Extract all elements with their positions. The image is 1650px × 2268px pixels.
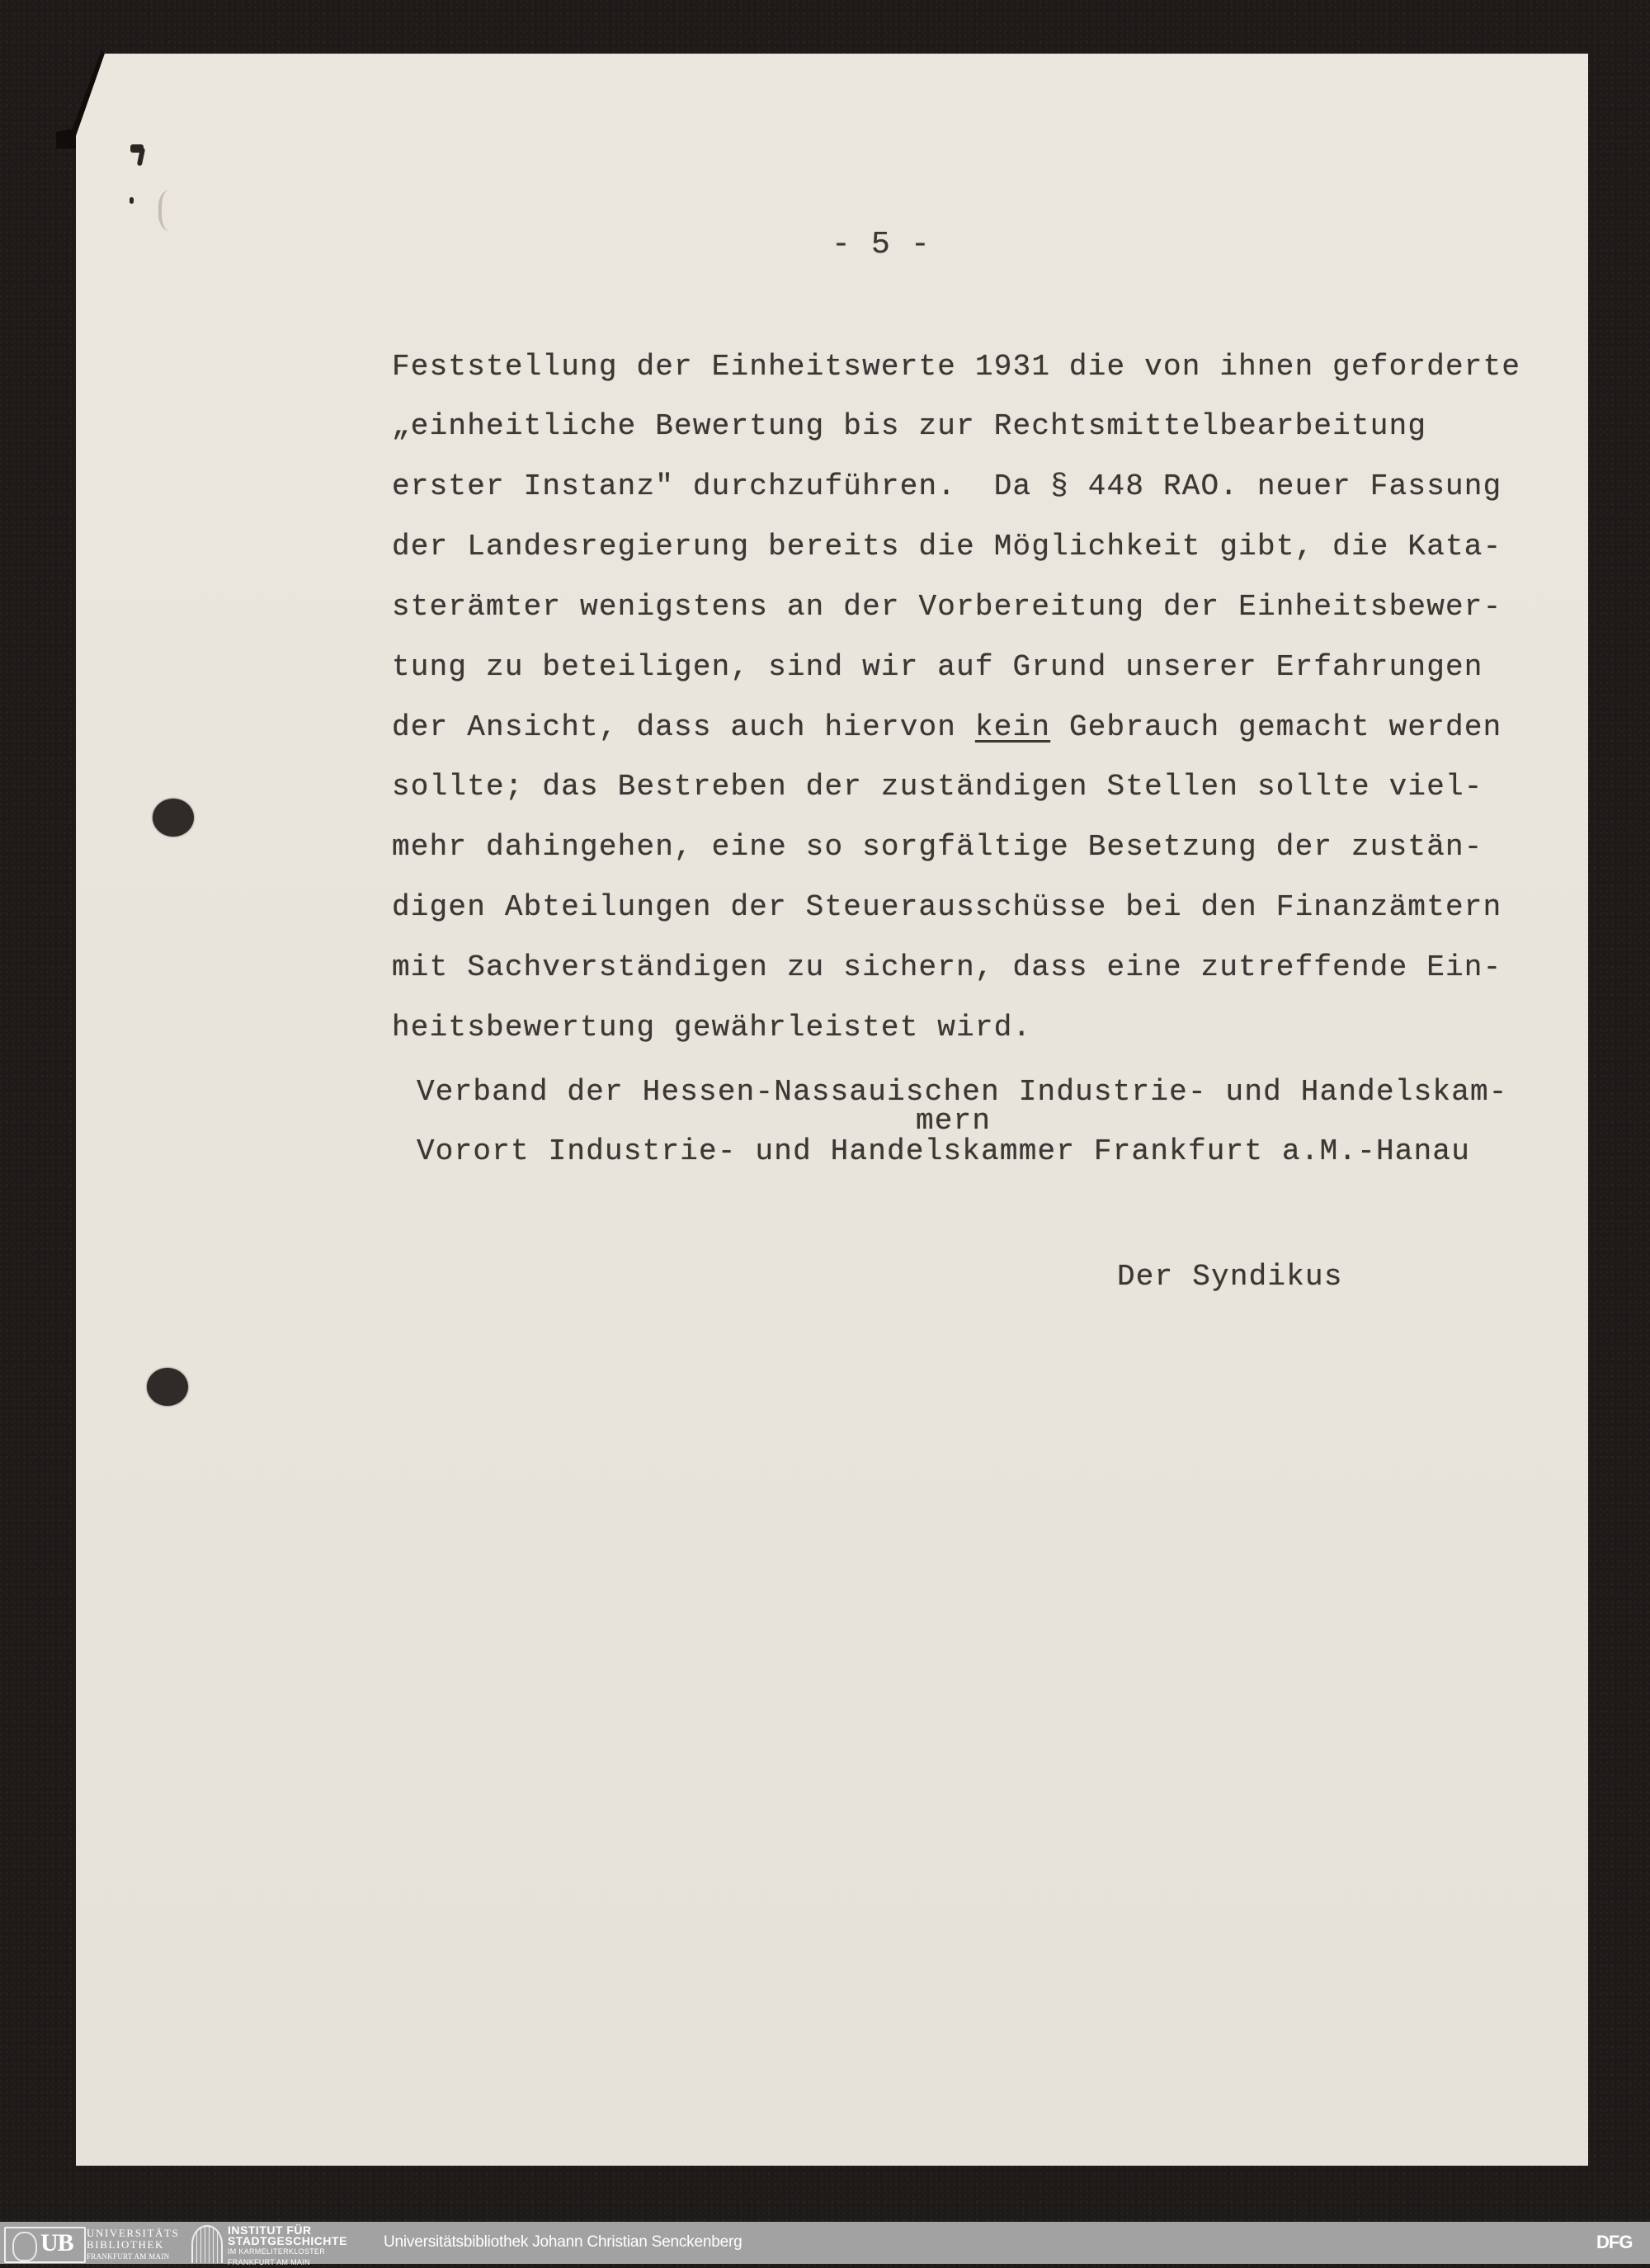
dfg-logo[interactable]: DFG [1596, 2232, 1633, 2252]
body-line: der Landesregierung bereits die Möglichkeit gibt, die Kata- [392, 530, 1502, 563]
logo-text-line: FRANKFURT AM MAIN [228, 2258, 310, 2266]
ink-mark [130, 197, 134, 204]
body-line: mit Sachverständigen zu sichern, dass eine zutreffende Ein- [392, 950, 1502, 984]
punch-hole-upper [153, 799, 194, 837]
emphasized-word: kein [974, 710, 1051, 744]
logo-text-line: FRANKFURT AM MAIN [87, 2252, 170, 2261]
logo-text [87, 2228, 179, 2262]
logo-text-line: STADTGESCHICHTE [228, 2234, 347, 2247]
portrait-icon [12, 2232, 37, 2261]
body-line: sterämter wenigstens an der Vorbereitung der Einheitsbewer- [392, 590, 1502, 624]
logo-letters: UB [40, 2229, 73, 2256]
organization-line-continuation: mern [916, 1104, 992, 1138]
logo-text-line: INSTITUT FÜR [228, 2223, 312, 2237]
body-line: heitsbewertung gewährleistet wird. [392, 1011, 1032, 1044]
organization-line: Verband der Hessen-Nassauischen Industrie- und Handelskam- [417, 1075, 1508, 1109]
body-line: „einheitliche Bewertung bis zur Rechtsmittelbearbeitung [392, 409, 1427, 443]
paper-stain [158, 190, 186, 231]
body-line: digen Abteilungen der Steuerausschüsse bei den Finanzämtern [392, 890, 1502, 924]
page-number: - 5 - [832, 227, 931, 262]
footer-bar [0, 2222, 1650, 2264]
body-line: tung zu beteiligen, sind wir auf Grund unserer Erfahrungen [392, 650, 1483, 684]
gothic-arch-icon [191, 2225, 223, 2263]
punch-hole-lower [147, 1368, 188, 1406]
signatory-title: Der Syndikus [1117, 1260, 1343, 1294]
university-library-logo[interactable] [4, 2225, 180, 2261]
body-line: mehr dahingehen, eine so sorgfältige Besetzung der zustän- [392, 830, 1483, 864]
body-text-segment: Gebrauch gemacht werden [1050, 710, 1502, 744]
body-text-segment: der Ansicht, dass auch hiervon [392, 710, 975, 744]
institute-logo-text[interactable] [228, 2225, 347, 2268]
library-name: Universitätsbibliothek Johann Christian Senckenberg [384, 2233, 742, 2251]
body-line: Feststellung der Einheitswerte 1931 die von ihnen geforderte [392, 350, 1521, 384]
logo-text-line: UNIVERSITÄTS [87, 2227, 180, 2239]
body-line: sollte; das Bestreben der zuständigen Stellen sollte viel- [392, 770, 1483, 804]
body-line: erster Instanz" durchzuführen. Da § 448 RAO. neuer Fassung [392, 469, 1502, 503]
logo-text-line: BIBLIOTHEK [87, 2238, 164, 2251]
organization-line: Vorort Industrie- und Handelskammer Frankfurt a.M.-Hanau [417, 1134, 1470, 1168]
body-line [392, 710, 1502, 744]
logo-text-line: IM KARMELITERKLOSTER [228, 2247, 326, 2256]
